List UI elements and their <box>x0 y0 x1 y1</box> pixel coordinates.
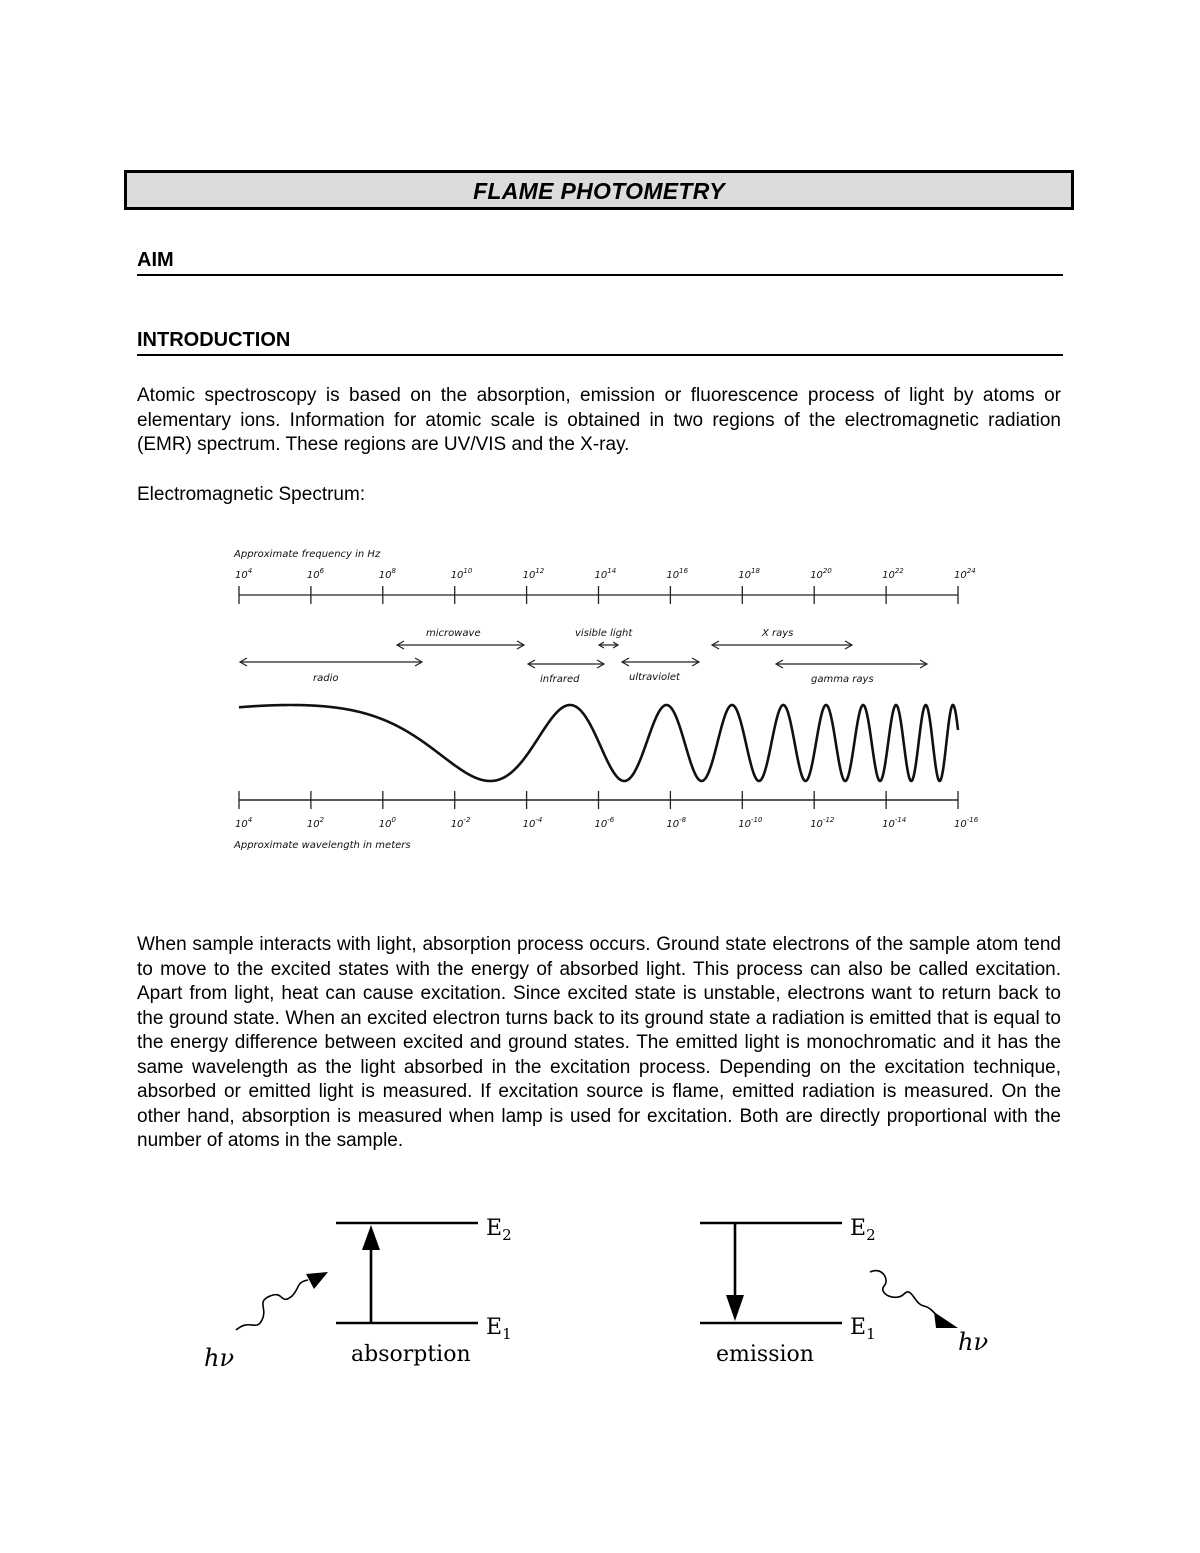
wavelength-tick-label: $10^0$ <box>378 816 397 830</box>
introduction-heading: INTRODUCTION <box>137 328 1063 356</box>
body-paragraph: When sample interacts with light, absorption process occurs. Ground state electrons of the sample atom tend to move to the excited states with the energy of absorbed light. This process can also be called excitation. Apart from light, heat can cause excitation. Since excited state is unstable, electrons want to return back to the ground state. When an excited electron turns back to its ground state a radiation is emitted that is equal to the energy difference between excited and ground states. The emitted light is monochromatic and it has the same wavelength as the light absorbed in the excitation process. Depending on the excitation technique, absorbed or emitted light is measured. If excitation source is flame, emitted radiation is measured. On the other hand, absorption is measured when lamp is used for excitation. Both are directly proportional with the number of atoms in the sample. <box>137 934 1061 1151</box>
emission-lower-label: $E_1$ <box>850 1315 876 1343</box>
wavelength-tick-label: $10^{-10}$ <box>738 816 763 830</box>
spectrum-label: Electromagnetic Spectrum: <box>137 484 366 505</box>
frequency-tick-label: $10^{12}$ <box>522 567 545 581</box>
region-xrays: X rays <box>762 628 794 639</box>
emission-photon-label: hν <box>958 1328 989 1356</box>
outgoing-photon-arrowhead <box>934 1312 958 1328</box>
intro-paragraph: Atomic spectroscopy is based on the absorption, emission or fluorescence process of light by atoms or elementary ions. Information for atomic scale is obtained in two regions of the electromagnetic radiation (EMR) spectrum. These regions are UV/VIS and the X-ray. <box>137 385 1061 455</box>
region-microwave: microwave <box>426 628 481 639</box>
frequency-axis-title: Approximate frequency in Hz <box>234 549 381 560</box>
frequency-tick-label: $10^{16}$ <box>666 567 689 581</box>
wavelength-tick-label: $10^4$ <box>235 816 253 830</box>
wavelength-tick-label: $10^{-14}$ <box>882 816 907 830</box>
frequency-tick-label: $10^{22}$ <box>882 567 904 581</box>
absorption-photon-label: hν <box>204 1344 235 1372</box>
frequency-tick-label: $10^{24}$ <box>954 567 976 581</box>
absorption-label: absorption <box>351 1342 471 1367</box>
wavelength-tick-labels <box>235 816 979 830</box>
wavelength-axis-title: Approximate wavelength in meters <box>234 840 411 851</box>
absorption-lower-label: $E_1$ <box>486 1315 512 1343</box>
absorption-diagram <box>204 1216 512 1372</box>
frequency-tick-label: $10^{10}$ <box>450 567 473 581</box>
wavelength-tick-label: $10^2$ <box>306 816 325 830</box>
frequency-axis <box>239 586 958 604</box>
wavelength-tick-label: $10^{-16}$ <box>954 816 979 830</box>
frequency-tick-label: $10^6$ <box>306 567 325 581</box>
frequency-tick-label: $10^{20}$ <box>810 567 832 581</box>
wave-curve <box>239 705 958 781</box>
wavelength-tick-label: $10^{-4}$ <box>522 816 543 830</box>
emission-upper-label: $E_2$ <box>850 1216 876 1244</box>
frequency-tick-label: $10^4$ <box>235 567 253 581</box>
wavelength-axis <box>239 791 958 809</box>
wavelength-tick-label: $10^{-6}$ <box>594 816 615 830</box>
frequency-tick-labels <box>235 567 976 581</box>
frequency-tick-label: $10^8$ <box>378 567 397 581</box>
emission-label: emission <box>716 1342 814 1367</box>
incoming-photon-wave <box>236 1280 308 1330</box>
energy-level-diagram <box>0 1190 1200 1390</box>
emission-arrowhead <box>726 1295 744 1321</box>
page-title: FLAME PHOTOMETRY <box>473 178 725 204</box>
absorption-upper-label: $E_2$ <box>486 1216 512 1244</box>
region-ultraviolet: ultraviolet <box>629 672 680 683</box>
wavelength-tick-label: $10^{-8}$ <box>666 816 687 830</box>
region-infrared: infrared <box>540 674 580 685</box>
aim-heading: AIM <box>137 248 1063 276</box>
region-visible: visible light <box>575 628 633 639</box>
frequency-tick-label: $10^{14}$ <box>594 567 617 581</box>
absorption-arrowhead <box>362 1225 380 1250</box>
wavelength-tick-label: $10^{-2}$ <box>450 816 471 830</box>
region-radio: radio <box>313 673 339 684</box>
region-gamma: gamma rays <box>811 674 874 685</box>
outgoing-photon-wave <box>870 1271 940 1318</box>
emission-diagram <box>700 1216 988 1367</box>
frequency-tick-label: $10^{18}$ <box>738 567 760 581</box>
incoming-photon-arrowhead <box>306 1272 328 1289</box>
region-arrows <box>240 641 927 668</box>
wavelength-tick-label: $10^{-12}$ <box>810 816 835 830</box>
